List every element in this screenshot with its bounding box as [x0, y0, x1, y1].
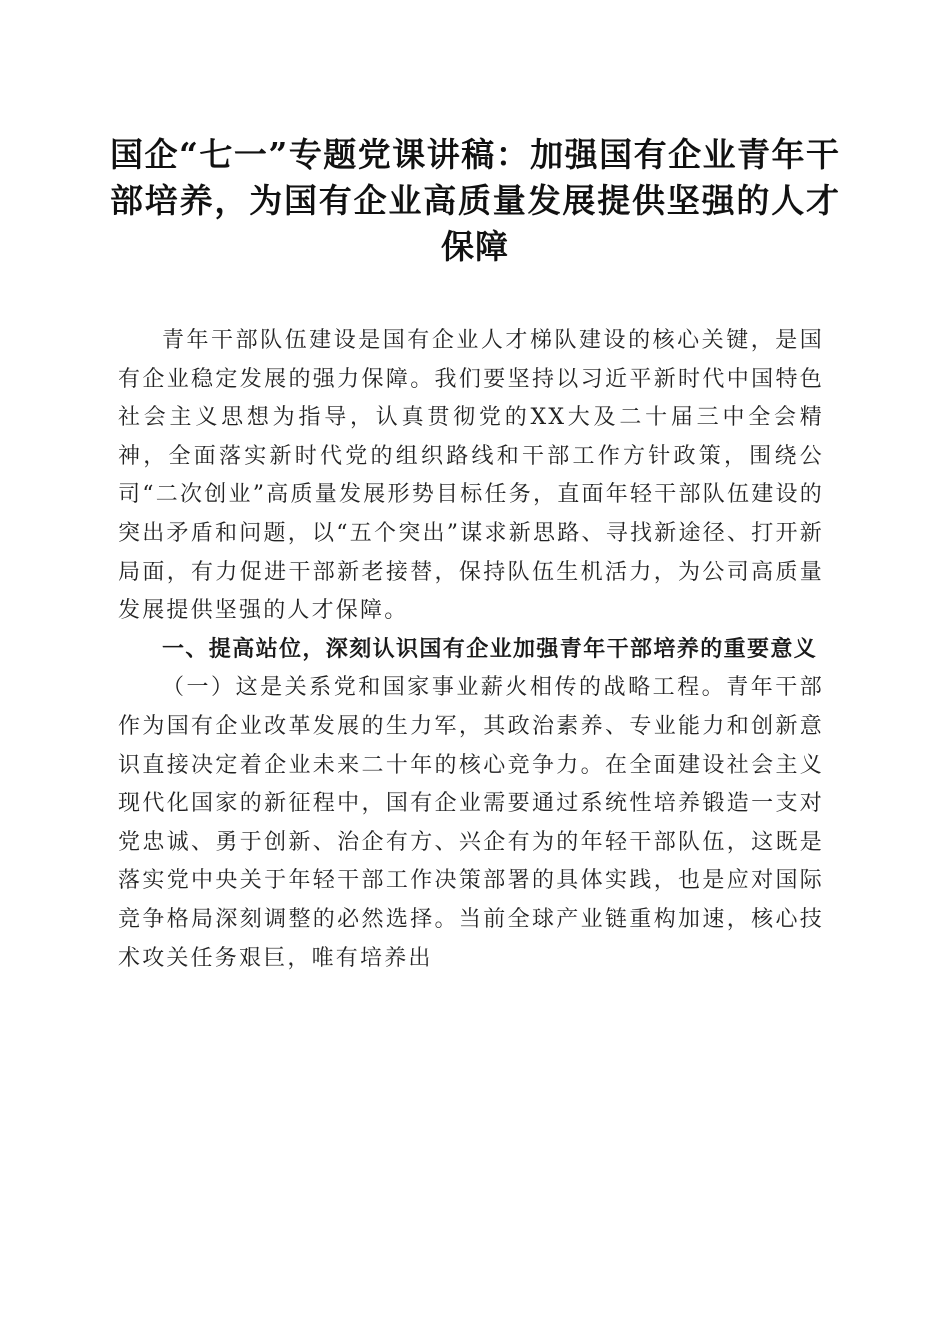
subsection-lead: （一）这是关系党和国家事业薪火相传的战略工程。	[162, 675, 727, 701]
document-title: 国企“七一”专题党课讲稿：加强国有企业青年干部培养，为国有企业高质量发展提供坚强的人才保障	[110, 135, 840, 266]
document-body	[118, 322, 824, 978]
subsection-paragraph	[118, 669, 824, 978]
section-heading: 一、提高站位，深刻认识国有企业加强青年干部培养的重要意义	[162, 636, 818, 662]
intro-paragraph: 青年干部队伍建设是国有企业人才梯队建设的核心关键，是国有企业稳定发展的强力保障。我们要坚持以习近平新时代中国特色社会主义思想为指导，认真贯彻党的XX大及二十届三中全会精神，全面落实新时代党的组织路线和干部工作方针政策，围绕公司“二次创业”高质量发展形势目标任务，直面年轻干部队伍建设的突出矛盾和问题，以“五个突出”谋求新思路、寻找新途径、打开新局面，有力促进干部新老接替，保持队伍生机活力，为公司高质量发展提供坚强的人才保障。	[118, 328, 824, 624]
subsection-text: 青年干部作为国有企业改革发展的生力军，其政治素养、专业能力和创新意识直接决定着企业未来二十年的核心竞争力。在全面建设社会主义现代化国家的新征程中，国有企业需要通过系统性培养锻造一支对党忠诚、勇于创新、治企有方、兴企有为的年轻干部队伍，这既是落实党中央关于年轻干部工作决策部署的具体实践，也是应对国际竞争格局深刻调整的必然选择。当前全球产业链重构加速，核心技术攻关任务艰巨，唯有培养出	[118, 675, 824, 971]
